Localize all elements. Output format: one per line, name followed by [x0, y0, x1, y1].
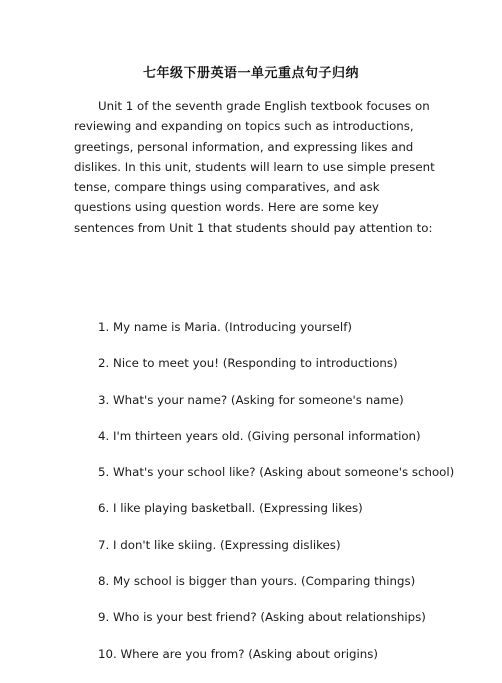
list-item: 3. What's your name? (Asking for someone's name): [98, 392, 404, 407]
list-item: 2. Nice to meet you! (Responding to introductions): [98, 356, 398, 371]
list-item: 7. I don't like skiing. (Expressing dislikes): [98, 537, 341, 552]
list-item: 1. My name is Maria. (Introducing yourself): [98, 320, 352, 334]
key-sentence-list: [98, 320, 458, 683]
list-item: 4. I'm thirteen years old. (Giving personal information): [98, 428, 421, 443]
list-item: 8. My school is bigger than yours. (Comparing things): [98, 574, 416, 589]
list-item: 5. What's your school like? (Asking about someone's school): [98, 465, 455, 480]
list-item: 6. I like playing basketball. (Expressing likes): [98, 501, 363, 516]
list-item: 10. Where are you from? (Asking about origins): [98, 646, 378, 661]
list-item: 9. Who is your best friend? (Asking about relationships): [98, 610, 426, 625]
intro-paragraph: Unit 1 of the seventh grade English textbook focuses on reviewing and expanding on topics such as introductions, greetings, personal information, and expressing likes and dislikes. In this unit, students will learn to use simple present tense, compare things using comparatives, and ask questions using question words. Here are some key sentences from Unit 1 that students should pay attention to:: [74, 99, 435, 235]
document-title: 七年级下册英语一单元重点句子归纳: [142, 66, 359, 81]
